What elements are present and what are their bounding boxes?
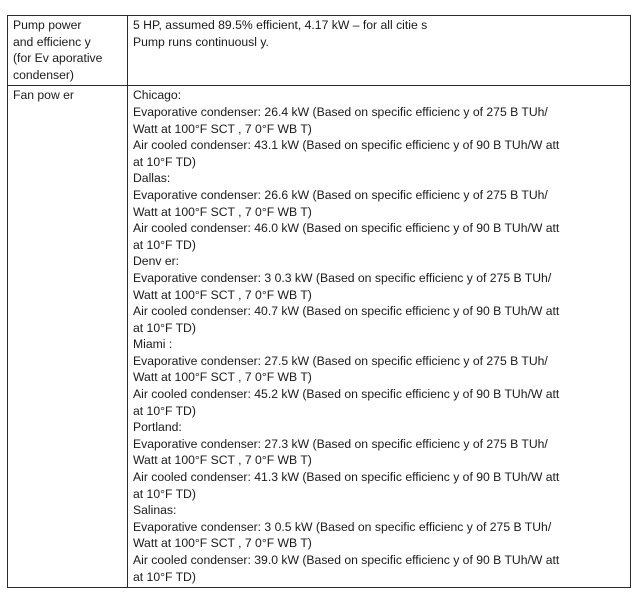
row-value-line: Watt at 100°F SCT , 7 0°F WB T) (133, 204, 312, 219)
row-value-line: Evaporative condenser: 26.4 kW (Based on specific efficienc y of 275 B TUh/ (133, 104, 548, 119)
table-body (8, 16, 631, 588)
row-label-line: Pump power (13, 18, 82, 32)
row-value-line: at 10°F TD) (133, 237, 196, 252)
row-label-cell (8, 16, 128, 86)
row-value-line: Evaporative condenser: 27.3 kW (Based on specific efficienc y of 275 B TUh/ (133, 436, 548, 451)
row-value-line: Air cooled condenser: 41.3 kW (Based on specific efficienc y of 90 B TUh/W att (133, 470, 560, 485)
row-value-line: Pump runs continuousl y. (133, 34, 269, 49)
row-value-line: Air cooled condenser: 40.7 kW (Based on specific efficienc y of 90 B TUh/W att (133, 304, 560, 319)
row-value-line: Salinas: (133, 503, 177, 518)
row-label-line: and efficienc y (13, 34, 91, 49)
row-value-line: at 10°F TD) (133, 403, 196, 418)
row-value-line: Miami : (133, 337, 173, 352)
row-value-line: at 10°F TD) (133, 320, 196, 335)
row-value-line: Watt at 100°F SCT , 7 0°F WB T) (133, 453, 312, 468)
row-value-line: Air cooled condenser: 39.0 kW (Based on specific efficienc y of 90 B TUh/W att (133, 553, 560, 567)
row-value-line: Watt at 100°F SCT , 7 0°F WB T) (133, 121, 312, 136)
row-value-line: Air cooled condenser: 46.0 kW (Based on specific efficienc y of 90 B TUh/W att (133, 221, 560, 236)
table-row-fan-power (8, 86, 631, 588)
row-value-line: Dallas: (133, 171, 171, 186)
table-row-pump-power (8, 16, 631, 86)
row-label-cell (8, 86, 128, 588)
row-value-line: Evaporative condenser: 27.5 kW (Based on specific efficienc y of 275 B TUh/ (133, 353, 548, 368)
row-label-line: condenser) (13, 67, 74, 82)
row-value-line: Air cooled condenser: 45.2 kW (Based on specific efficienc y of 90 B TUh/W att (133, 387, 560, 402)
row-value-line: 5 HP, assumed 89.5% efficient, 4.17 kW – for all citie s (133, 18, 428, 32)
row-value-line: at 10°F TD) (133, 486, 196, 501)
row-value-line: Chicago: (133, 88, 182, 103)
row-value-line: at 10°F TD) (133, 154, 196, 169)
row-label-line: Fan pow er (13, 88, 74, 103)
row-value-line: Air cooled condenser: 43.1 kW (Based on specific efficienc y of 90 B TUh/W att (133, 138, 560, 153)
row-value-line: Watt at 100°F SCT , 7 0°F WB T) (133, 536, 312, 551)
row-value-cell (128, 86, 631, 588)
row-value-line: at 10°F TD) (133, 569, 196, 584)
specifications-table (7, 15, 631, 588)
row-value-cell (128, 16, 631, 86)
row-value-line: Portland: (133, 420, 182, 435)
row-value-line: Watt at 100°F SCT , 7 0°F WB T) (133, 287, 312, 302)
row-label-line: (for Ev aporative (13, 51, 103, 66)
row-value-line: Denv er: (133, 254, 180, 269)
row-value-line: Evaporative condenser: 3 0.3 kW (Based on specific efficienc y of 275 B TUh/ (133, 270, 552, 285)
row-value-line: Watt at 100°F SCT , 7 0°F WB T) (133, 370, 312, 385)
row-value-line: Evaporative condenser: 26.6 kW (Based on specific efficienc y of 275 B TUh/ (133, 187, 548, 202)
row-value-line: Evaporative condenser: 3 0.5 kW (Based on specific efficienc y of 275 B TUh/ (133, 519, 552, 534)
